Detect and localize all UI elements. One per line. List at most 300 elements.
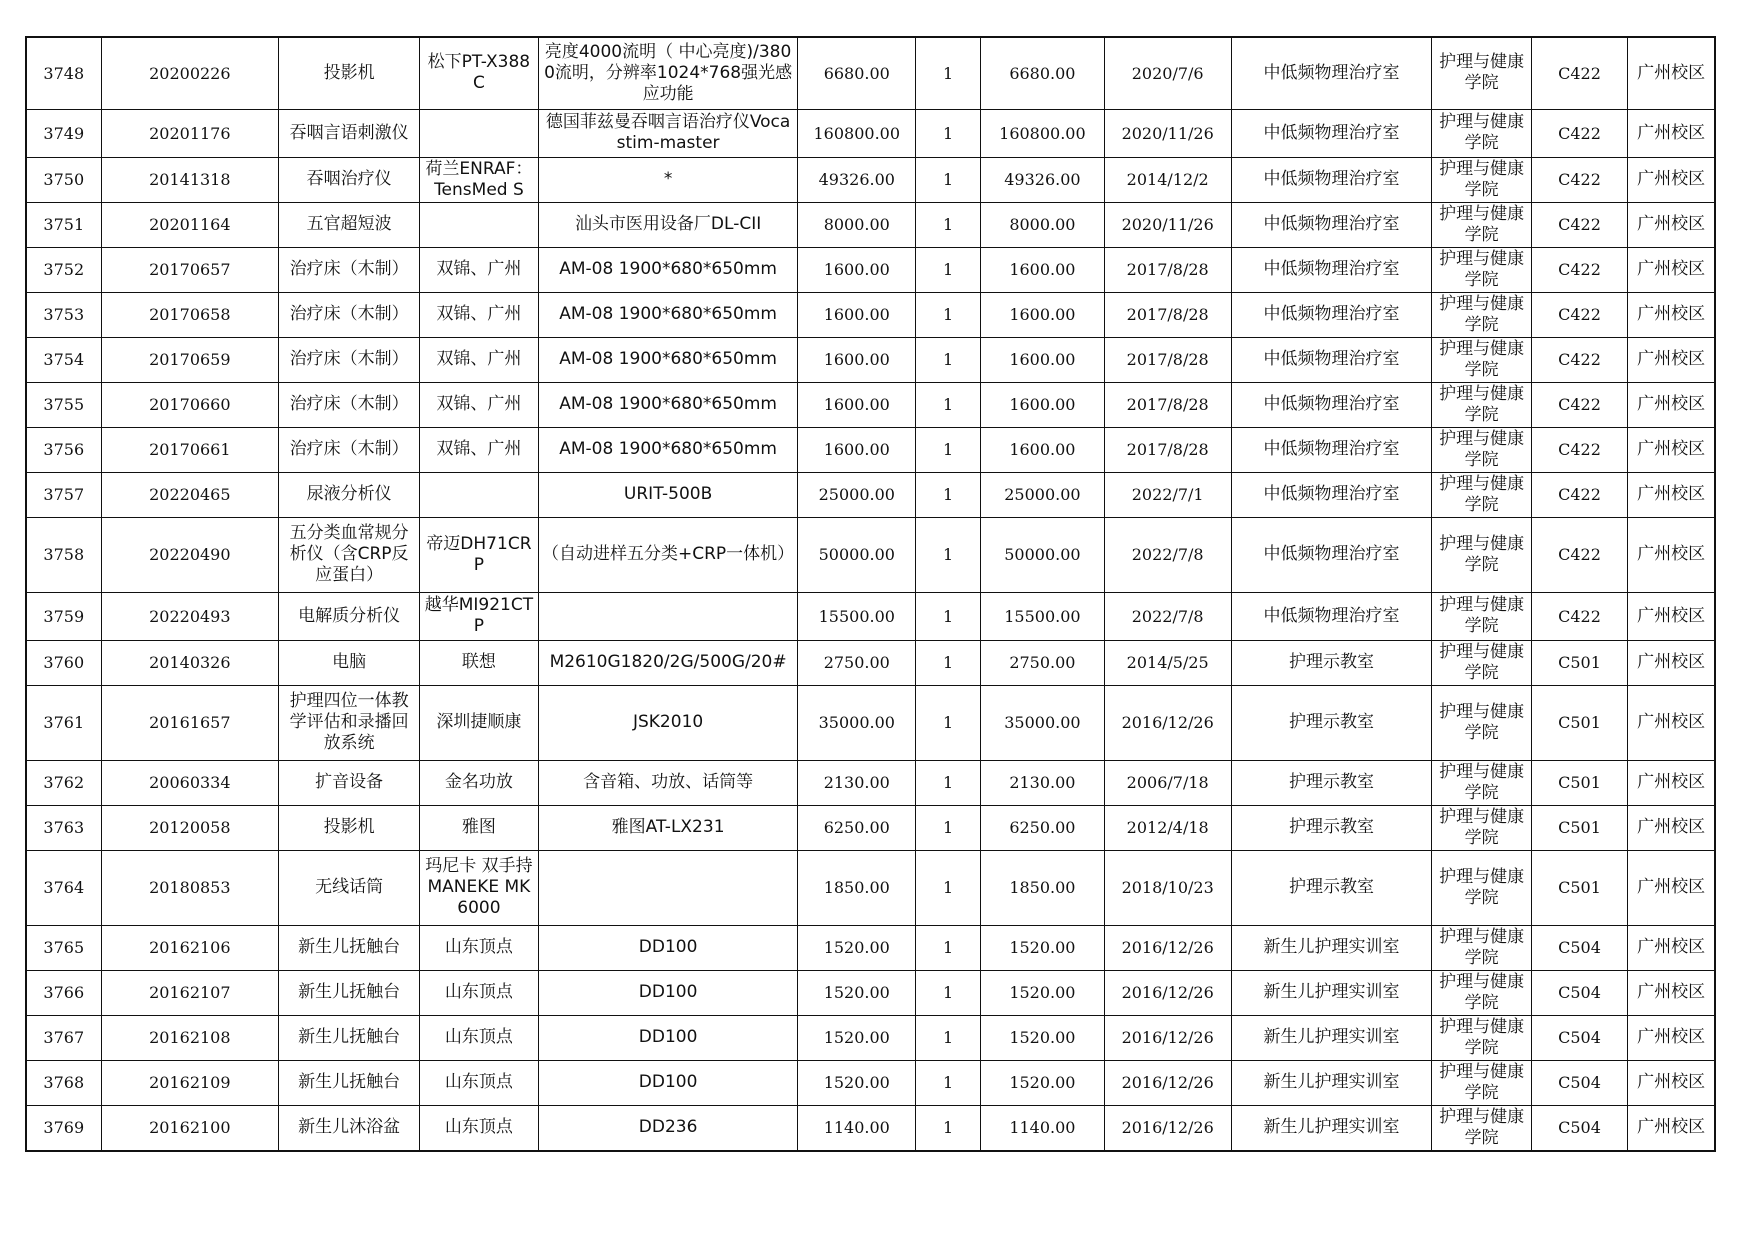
equipment-name-cell: 五官超短波 bbox=[279, 202, 420, 247]
unit-price-cell: 25000.00 bbox=[798, 472, 916, 517]
college-cell: 护理与健康学院 bbox=[1432, 202, 1531, 247]
purchase-date-cell: 2014/5/25 bbox=[1104, 640, 1231, 685]
room-name-cell: 新生儿护理实训室 bbox=[1231, 1015, 1432, 1060]
amount-cell: 1600.00 bbox=[981, 337, 1105, 382]
brand-cell: 山东顶点 bbox=[420, 925, 539, 970]
equipment-name-cell: 吞咽治疗仪 bbox=[279, 157, 420, 202]
college-cell: 护理与健康学院 bbox=[1432, 760, 1531, 805]
purchase-date-cell: 2017/8/28 bbox=[1104, 382, 1231, 427]
college-cell: 护理与健康学院 bbox=[1432, 640, 1531, 685]
quantity-cell: 1 bbox=[916, 157, 981, 202]
quantity-cell: 1 bbox=[916, 1060, 981, 1105]
equipment-name-cell: 五分类血常规分析仪（含CRP反应蛋白） bbox=[279, 517, 420, 592]
unit-price-cell: 8000.00 bbox=[798, 202, 916, 247]
table-row bbox=[26, 1060, 1715, 1105]
quantity-cell: 1 bbox=[916, 970, 981, 1015]
campus-cell: 广州校区 bbox=[1628, 850, 1715, 925]
unit-price-cell: 1520.00 bbox=[798, 970, 916, 1015]
seq-cell: 3762 bbox=[26, 760, 101, 805]
campus-cell: 广州校区 bbox=[1628, 592, 1715, 640]
brand-cell bbox=[420, 109, 539, 157]
table-row bbox=[26, 517, 1715, 592]
purchase-date-cell: 2016/12/26 bbox=[1104, 1015, 1231, 1060]
room-number-cell: C504 bbox=[1531, 1015, 1627, 1060]
equipment-name-cell: 扩音设备 bbox=[279, 760, 420, 805]
spec-cell: AM-08 1900*680*650mm bbox=[538, 337, 798, 382]
asset-number-cell: 20170658 bbox=[101, 292, 279, 337]
spec-cell: DD236 bbox=[538, 1105, 798, 1151]
purchase-date-cell: 2012/4/18 bbox=[1104, 805, 1231, 850]
room-number-cell: C504 bbox=[1531, 1060, 1627, 1105]
spec-cell: AM-08 1900*680*650mm bbox=[538, 382, 798, 427]
spec-cell: URIT-500B bbox=[538, 472, 798, 517]
amount-cell: 1520.00 bbox=[981, 970, 1105, 1015]
campus-cell: 广州校区 bbox=[1628, 427, 1715, 472]
purchase-date-cell: 2016/12/26 bbox=[1104, 925, 1231, 970]
purchase-date-cell: 2016/12/26 bbox=[1104, 1060, 1231, 1105]
unit-price-cell: 2130.00 bbox=[798, 760, 916, 805]
unit-price-cell: 2750.00 bbox=[798, 640, 916, 685]
unit-price-cell: 1600.00 bbox=[798, 292, 916, 337]
unit-price-cell: 15500.00 bbox=[798, 592, 916, 640]
room-name-cell: 中低频物理治疗室 bbox=[1231, 109, 1432, 157]
quantity-cell: 1 bbox=[916, 202, 981, 247]
spec-cell: DD100 bbox=[538, 970, 798, 1015]
room-name-cell: 中低频物理治疗室 bbox=[1231, 382, 1432, 427]
purchase-date-cell: 2006/7/18 bbox=[1104, 760, 1231, 805]
asset-number-cell: 20220493 bbox=[101, 592, 279, 640]
spec-cell: * bbox=[538, 157, 798, 202]
college-cell: 护理与健康学院 bbox=[1432, 247, 1531, 292]
brand-cell: 越华MI921CTP bbox=[420, 592, 539, 640]
unit-price-cell: 1600.00 bbox=[798, 247, 916, 292]
table-row bbox=[26, 925, 1715, 970]
brand-cell: 帝迈DH71CRP bbox=[420, 517, 539, 592]
equipment-name-cell: 治疗床（木制） bbox=[279, 292, 420, 337]
purchase-date-cell: 2017/8/28 bbox=[1104, 337, 1231, 382]
unit-price-cell: 1520.00 bbox=[798, 925, 916, 970]
amount-cell: 1520.00 bbox=[981, 1015, 1105, 1060]
room-number-cell: C422 bbox=[1531, 427, 1627, 472]
unit-price-cell: 1520.00 bbox=[798, 1015, 916, 1060]
asset-number-cell: 20162108 bbox=[101, 1015, 279, 1060]
table-row bbox=[26, 685, 1715, 760]
table-row bbox=[26, 850, 1715, 925]
unit-price-cell: 6250.00 bbox=[798, 805, 916, 850]
campus-cell: 广州校区 bbox=[1628, 760, 1715, 805]
amount-cell: 6250.00 bbox=[981, 805, 1105, 850]
room-name-cell: 中低频物理治疗室 bbox=[1231, 247, 1432, 292]
college-cell: 护理与健康学院 bbox=[1432, 37, 1531, 109]
purchase-date-cell: 2017/8/28 bbox=[1104, 292, 1231, 337]
spec-cell: 德国菲兹曼吞咽言语治疗仪Vocastim-master bbox=[538, 109, 798, 157]
quantity-cell: 1 bbox=[916, 337, 981, 382]
seq-cell: 3766 bbox=[26, 970, 101, 1015]
amount-cell: 1520.00 bbox=[981, 925, 1105, 970]
asset-number-cell: 20120058 bbox=[101, 805, 279, 850]
equipment-name-cell: 电解质分析仪 bbox=[279, 592, 420, 640]
equipment-name-cell: 投影机 bbox=[279, 37, 420, 109]
brand-cell: 深圳捷顺康 bbox=[420, 685, 539, 760]
college-cell: 护理与健康学院 bbox=[1432, 1015, 1531, 1060]
college-cell: 护理与健康学院 bbox=[1432, 517, 1531, 592]
room-name-cell: 护理示教室 bbox=[1231, 640, 1432, 685]
quantity-cell: 1 bbox=[916, 850, 981, 925]
table-row bbox=[26, 970, 1715, 1015]
seq-cell: 3751 bbox=[26, 202, 101, 247]
table-row bbox=[26, 337, 1715, 382]
quantity-cell: 1 bbox=[916, 517, 981, 592]
asset-number-cell: 20162109 bbox=[101, 1060, 279, 1105]
spec-cell: （自动进样五分类+CRP一体机） bbox=[538, 517, 798, 592]
equipment-name-cell: 电脑 bbox=[279, 640, 420, 685]
campus-cell: 广州校区 bbox=[1628, 109, 1715, 157]
asset-number-cell: 20060334 bbox=[101, 760, 279, 805]
asset-number-cell: 20220490 bbox=[101, 517, 279, 592]
unit-price-cell: 35000.00 bbox=[798, 685, 916, 760]
seq-cell: 3750 bbox=[26, 157, 101, 202]
room-name-cell: 新生儿护理实训室 bbox=[1231, 1060, 1432, 1105]
room-number-cell: C422 bbox=[1531, 202, 1627, 247]
asset-number-cell: 20170660 bbox=[101, 382, 279, 427]
purchase-date-cell: 2016/12/26 bbox=[1104, 1105, 1231, 1151]
college-cell: 护理与健康学院 bbox=[1432, 805, 1531, 850]
equipment-name-cell: 护理四位一体教学评估和录播回放系统 bbox=[279, 685, 420, 760]
table-row bbox=[26, 292, 1715, 337]
equipment-name-cell: 吞咽言语刺激仪 bbox=[279, 109, 420, 157]
room-name-cell: 中低频物理治疗室 bbox=[1231, 202, 1432, 247]
spec-cell: DD100 bbox=[538, 1015, 798, 1060]
room-number-cell: C422 bbox=[1531, 37, 1627, 109]
seq-cell: 3765 bbox=[26, 925, 101, 970]
brand-cell bbox=[420, 472, 539, 517]
college-cell: 护理与健康学院 bbox=[1432, 472, 1531, 517]
asset-number-cell: 20170657 bbox=[101, 247, 279, 292]
college-cell: 护理与健康学院 bbox=[1432, 1105, 1531, 1151]
equipment-name-cell: 治疗床（木制） bbox=[279, 337, 420, 382]
room-number-cell: C422 bbox=[1531, 382, 1627, 427]
asset-number-cell: 20162100 bbox=[101, 1105, 279, 1151]
unit-price-cell: 1600.00 bbox=[798, 337, 916, 382]
equipment-name-cell: 新生儿抚触台 bbox=[279, 970, 420, 1015]
room-number-cell: C422 bbox=[1531, 247, 1627, 292]
unit-price-cell: 1850.00 bbox=[798, 850, 916, 925]
seq-cell: 3761 bbox=[26, 685, 101, 760]
room-name-cell: 中低频物理治疗室 bbox=[1231, 337, 1432, 382]
room-number-cell: C422 bbox=[1531, 517, 1627, 592]
campus-cell: 广州校区 bbox=[1628, 925, 1715, 970]
unit-price-cell: 1600.00 bbox=[798, 427, 916, 472]
amount-cell: 25000.00 bbox=[981, 472, 1105, 517]
table-row bbox=[26, 202, 1715, 247]
quantity-cell: 1 bbox=[916, 292, 981, 337]
seq-cell: 3757 bbox=[26, 472, 101, 517]
purchase-date-cell: 2016/12/26 bbox=[1104, 970, 1231, 1015]
campus-cell: 广州校区 bbox=[1628, 1105, 1715, 1151]
room-number-cell: C422 bbox=[1531, 337, 1627, 382]
unit-price-cell: 1600.00 bbox=[798, 382, 916, 427]
amount-cell: 1600.00 bbox=[981, 427, 1105, 472]
equipment-name-cell: 新生儿沐浴盆 bbox=[279, 1105, 420, 1151]
brand-cell: 双锦、广州 bbox=[420, 247, 539, 292]
seq-cell: 3764 bbox=[26, 850, 101, 925]
campus-cell: 广州校区 bbox=[1628, 292, 1715, 337]
college-cell: 护理与健康学院 bbox=[1432, 292, 1531, 337]
seq-cell: 3763 bbox=[26, 805, 101, 850]
table-row bbox=[26, 382, 1715, 427]
equipment-name-cell: 尿液分析仪 bbox=[279, 472, 420, 517]
campus-cell: 广州校区 bbox=[1628, 337, 1715, 382]
amount-cell: 6680.00 bbox=[981, 37, 1105, 109]
table-row bbox=[26, 427, 1715, 472]
room-number-cell: C422 bbox=[1531, 472, 1627, 517]
spec-cell: AM-08 1900*680*650mm bbox=[538, 427, 798, 472]
asset-number-cell: 20162107 bbox=[101, 970, 279, 1015]
campus-cell: 广州校区 bbox=[1628, 202, 1715, 247]
asset-number-cell: 20201176 bbox=[101, 109, 279, 157]
campus-cell: 广州校区 bbox=[1628, 970, 1715, 1015]
amount-cell: 35000.00 bbox=[981, 685, 1105, 760]
brand-cell: 荷兰ENRAF：TensMed S bbox=[420, 157, 539, 202]
brand-cell: 山东顶点 bbox=[420, 1105, 539, 1151]
room-number-cell: C501 bbox=[1531, 850, 1627, 925]
campus-cell: 广州校区 bbox=[1628, 247, 1715, 292]
quantity-cell: 1 bbox=[916, 247, 981, 292]
spec-cell: 亮度4000流明（ 中心亮度)/3800流明，分辨率1024*768强光感应功能 bbox=[538, 37, 798, 109]
college-cell: 护理与健康学院 bbox=[1432, 157, 1531, 202]
brand-cell: 金名功放 bbox=[420, 760, 539, 805]
brand-cell: 松下PT-X388C bbox=[420, 37, 539, 109]
table-row bbox=[26, 640, 1715, 685]
room-number-cell: C504 bbox=[1531, 1105, 1627, 1151]
room-number-cell: C504 bbox=[1531, 970, 1627, 1015]
table-row bbox=[26, 1015, 1715, 1060]
seq-cell: 3759 bbox=[26, 592, 101, 640]
purchase-date-cell: 2022/7/8 bbox=[1104, 517, 1231, 592]
purchase-date-cell: 2022/7/1 bbox=[1104, 472, 1231, 517]
college-cell: 护理与健康学院 bbox=[1432, 382, 1531, 427]
equipment-name-cell: 新生儿抚触台 bbox=[279, 1060, 420, 1105]
quantity-cell: 1 bbox=[916, 685, 981, 760]
amount-cell: 1600.00 bbox=[981, 247, 1105, 292]
room-name-cell: 中低频物理治疗室 bbox=[1231, 517, 1432, 592]
college-cell: 护理与健康学院 bbox=[1432, 592, 1531, 640]
college-cell: 护理与健康学院 bbox=[1432, 850, 1531, 925]
seq-cell: 3767 bbox=[26, 1015, 101, 1060]
amount-cell: 1520.00 bbox=[981, 1060, 1105, 1105]
amount-cell: 8000.00 bbox=[981, 202, 1105, 247]
asset-number-cell: 20201164 bbox=[101, 202, 279, 247]
amount-cell: 50000.00 bbox=[981, 517, 1105, 592]
brand-cell: 双锦、广州 bbox=[420, 427, 539, 472]
quantity-cell: 1 bbox=[916, 1015, 981, 1060]
room-number-cell: C422 bbox=[1531, 592, 1627, 640]
equipment-name-cell: 无线话筒 bbox=[279, 850, 420, 925]
spec-cell: AM-08 1900*680*650mm bbox=[538, 292, 798, 337]
seq-cell: 3749 bbox=[26, 109, 101, 157]
purchase-date-cell: 2020/11/26 bbox=[1104, 109, 1231, 157]
asset-number-cell: 20161657 bbox=[101, 685, 279, 760]
campus-cell: 广州校区 bbox=[1628, 382, 1715, 427]
quantity-cell: 1 bbox=[916, 760, 981, 805]
room-number-cell: C504 bbox=[1531, 925, 1627, 970]
room-name-cell: 中低频物理治疗室 bbox=[1231, 292, 1432, 337]
room-name-cell: 护理示教室 bbox=[1231, 685, 1432, 760]
table-row bbox=[26, 592, 1715, 640]
quantity-cell: 1 bbox=[916, 805, 981, 850]
room-name-cell: 中低频物理治疗室 bbox=[1231, 472, 1432, 517]
table-row bbox=[26, 1105, 1715, 1151]
quantity-cell: 1 bbox=[916, 592, 981, 640]
seq-cell: 3768 bbox=[26, 1060, 101, 1105]
unit-price-cell: 50000.00 bbox=[798, 517, 916, 592]
table-row bbox=[26, 109, 1715, 157]
quantity-cell: 1 bbox=[916, 472, 981, 517]
room-number-cell: C422 bbox=[1531, 157, 1627, 202]
campus-cell: 广州校区 bbox=[1628, 805, 1715, 850]
table-row bbox=[26, 805, 1715, 850]
equipment-name-cell: 新生儿抚触台 bbox=[279, 925, 420, 970]
amount-cell: 15500.00 bbox=[981, 592, 1105, 640]
campus-cell: 广州校区 bbox=[1628, 640, 1715, 685]
table-body bbox=[26, 37, 1715, 1151]
college-cell: 护理与健康学院 bbox=[1432, 109, 1531, 157]
spec-cell: JSK2010 bbox=[538, 685, 798, 760]
table-row bbox=[26, 157, 1715, 202]
asset-number-cell: 20162106 bbox=[101, 925, 279, 970]
quantity-cell: 1 bbox=[916, 427, 981, 472]
asset-table bbox=[25, 36, 1716, 1152]
brand-cell: 联想 bbox=[420, 640, 539, 685]
seq-cell: 3769 bbox=[26, 1105, 101, 1151]
campus-cell: 广州校区 bbox=[1628, 517, 1715, 592]
seq-cell: 3758 bbox=[26, 517, 101, 592]
college-cell: 护理与健康学院 bbox=[1432, 1060, 1531, 1105]
seq-cell: 3755 bbox=[26, 382, 101, 427]
room-number-cell: C422 bbox=[1531, 292, 1627, 337]
room-name-cell: 新生儿护理实训室 bbox=[1231, 1105, 1432, 1151]
amount-cell: 49326.00 bbox=[981, 157, 1105, 202]
spec-cell: 汕头市医用设备厂DL-CII bbox=[538, 202, 798, 247]
seq-cell: 3753 bbox=[26, 292, 101, 337]
asset-number-cell: 20180853 bbox=[101, 850, 279, 925]
room-name-cell: 新生儿护理实训室 bbox=[1231, 970, 1432, 1015]
amount-cell: 1850.00 bbox=[981, 850, 1105, 925]
equipment-name-cell: 治疗床（木制） bbox=[279, 382, 420, 427]
campus-cell: 广州校区 bbox=[1628, 685, 1715, 760]
amount-cell: 1140.00 bbox=[981, 1105, 1105, 1151]
purchase-date-cell: 2022/7/8 bbox=[1104, 592, 1231, 640]
unit-price-cell: 6680.00 bbox=[798, 37, 916, 109]
quantity-cell: 1 bbox=[916, 382, 981, 427]
seq-cell: 3754 bbox=[26, 337, 101, 382]
campus-cell: 广州校区 bbox=[1628, 1015, 1715, 1060]
equipment-name-cell: 新生儿抚触台 bbox=[279, 1015, 420, 1060]
spec-cell: 含音箱、功放、话筒等 bbox=[538, 760, 798, 805]
amount-cell: 1600.00 bbox=[981, 382, 1105, 427]
unit-price-cell: 49326.00 bbox=[798, 157, 916, 202]
asset-number-cell: 20170661 bbox=[101, 427, 279, 472]
brand-cell: 玛尼卡 双手持MANEKE MK6000 bbox=[420, 850, 539, 925]
room-name-cell: 护理示教室 bbox=[1231, 760, 1432, 805]
brand-cell: 山东顶点 bbox=[420, 970, 539, 1015]
purchase-date-cell: 2020/11/26 bbox=[1104, 202, 1231, 247]
college-cell: 护理与健康学院 bbox=[1432, 925, 1531, 970]
asset-number-cell: 20170659 bbox=[101, 337, 279, 382]
room-number-cell: C501 bbox=[1531, 805, 1627, 850]
amount-cell: 1600.00 bbox=[981, 292, 1105, 337]
room-name-cell: 中低频物理治疗室 bbox=[1231, 427, 1432, 472]
asset-number-cell: 20140326 bbox=[101, 640, 279, 685]
room-name-cell: 中低频物理治疗室 bbox=[1231, 157, 1432, 202]
asset-number-cell: 20141318 bbox=[101, 157, 279, 202]
purchase-date-cell: 2017/8/28 bbox=[1104, 247, 1231, 292]
purchase-date-cell: 2016/12/26 bbox=[1104, 685, 1231, 760]
amount-cell: 2750.00 bbox=[981, 640, 1105, 685]
seq-cell: 3760 bbox=[26, 640, 101, 685]
spec-cell: DD100 bbox=[538, 925, 798, 970]
quantity-cell: 1 bbox=[916, 640, 981, 685]
brand-cell: 山东顶点 bbox=[420, 1015, 539, 1060]
spec-cell: 雅图AT-LX231 bbox=[538, 805, 798, 850]
unit-price-cell: 1140.00 bbox=[798, 1105, 916, 1151]
table-row bbox=[26, 760, 1715, 805]
equipment-name-cell: 投影机 bbox=[279, 805, 420, 850]
unit-price-cell: 160800.00 bbox=[798, 109, 916, 157]
college-cell: 护理与健康学院 bbox=[1432, 970, 1531, 1015]
purchase-date-cell: 2020/7/6 bbox=[1104, 37, 1231, 109]
campus-cell: 广州校区 bbox=[1628, 1060, 1715, 1105]
room-number-cell: C501 bbox=[1531, 685, 1627, 760]
college-cell: 护理与健康学院 bbox=[1432, 427, 1531, 472]
table-row bbox=[26, 37, 1715, 109]
brand-cell: 双锦、广州 bbox=[420, 337, 539, 382]
college-cell: 护理与健康学院 bbox=[1432, 685, 1531, 760]
spec-cell bbox=[538, 592, 798, 640]
room-name-cell: 中低频物理治疗室 bbox=[1231, 37, 1432, 109]
seq-cell: 3756 bbox=[26, 427, 101, 472]
table-row bbox=[26, 247, 1715, 292]
seq-cell: 3748 bbox=[26, 37, 101, 109]
brand-cell: 双锦、广州 bbox=[420, 292, 539, 337]
amount-cell: 160800.00 bbox=[981, 109, 1105, 157]
amount-cell: 2130.00 bbox=[981, 760, 1105, 805]
equipment-name-cell: 治疗床（木制） bbox=[279, 427, 420, 472]
brand-cell: 双锦、广州 bbox=[420, 382, 539, 427]
purchase-date-cell: 2018/10/23 bbox=[1104, 850, 1231, 925]
quantity-cell: 1 bbox=[916, 925, 981, 970]
seq-cell: 3752 bbox=[26, 247, 101, 292]
quantity-cell: 1 bbox=[916, 109, 981, 157]
spec-cell: M2610G1820/2G/500G/20# bbox=[538, 640, 798, 685]
brand-cell: 山东顶点 bbox=[420, 1060, 539, 1105]
room-number-cell: C501 bbox=[1531, 640, 1627, 685]
room-number-cell: C501 bbox=[1531, 760, 1627, 805]
campus-cell: 广州校区 bbox=[1628, 37, 1715, 109]
table-row bbox=[26, 472, 1715, 517]
spec-cell bbox=[538, 850, 798, 925]
brand-cell bbox=[420, 202, 539, 247]
quantity-cell: 1 bbox=[916, 37, 981, 109]
brand-cell: 雅图 bbox=[420, 805, 539, 850]
purchase-date-cell: 2017/8/28 bbox=[1104, 427, 1231, 472]
spec-cell: DD100 bbox=[538, 1060, 798, 1105]
room-name-cell: 护理示教室 bbox=[1231, 805, 1432, 850]
spec-cell: AM-08 1900*680*650mm bbox=[538, 247, 798, 292]
purchase-date-cell: 2014/12/2 bbox=[1104, 157, 1231, 202]
quantity-cell: 1 bbox=[916, 1105, 981, 1151]
room-name-cell: 中低频物理治疗室 bbox=[1231, 592, 1432, 640]
